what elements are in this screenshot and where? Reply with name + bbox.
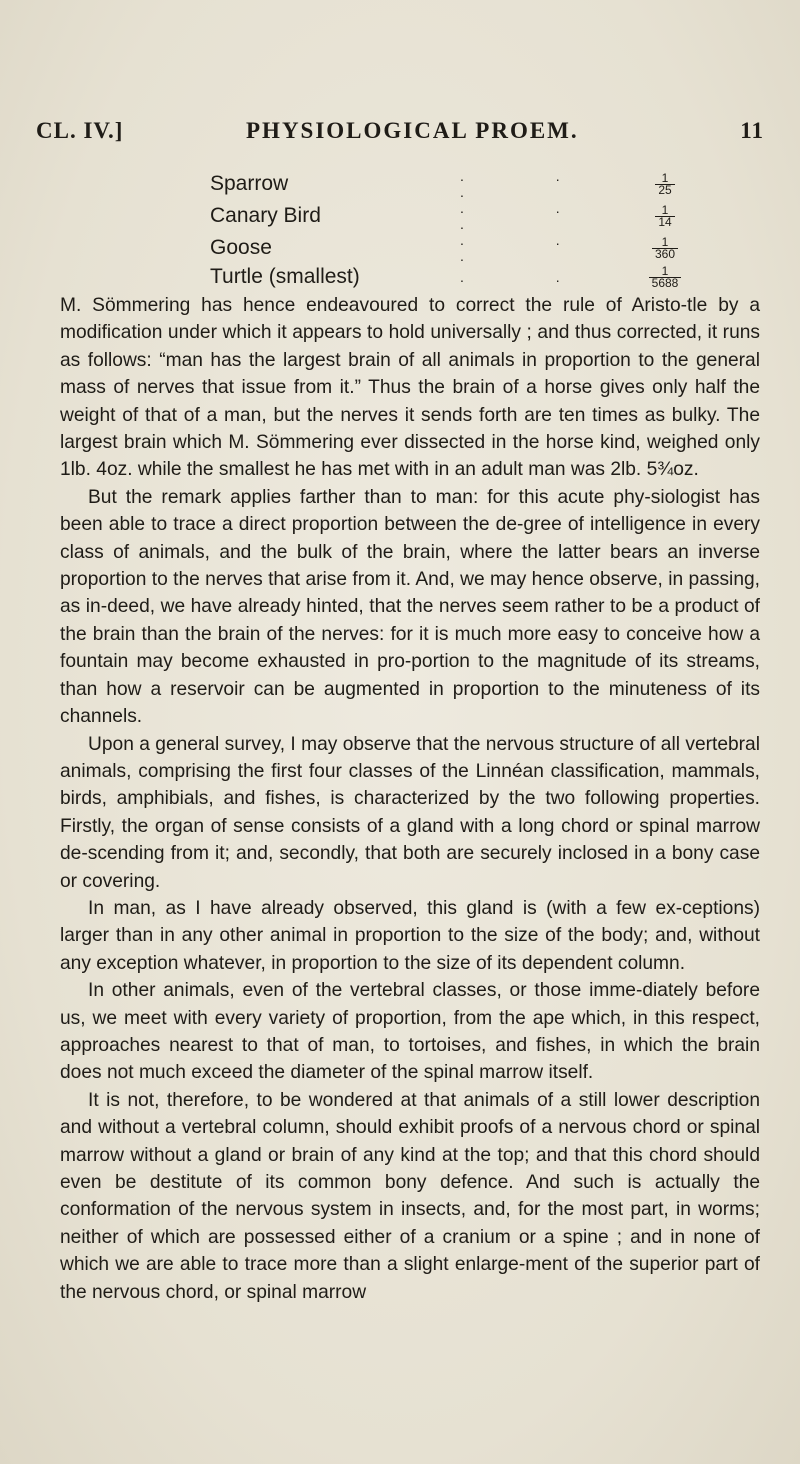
brain-ratio-table xyxy=(210,168,700,290)
paragraph: It is not, therefore, to be wondered at that animals of a still lower description and without a vertebral column, should exhibit proofs of a nervous chord or spinal marrow without a gland or brain of any kind at the top; and that this chord should even be destitute of its common bony defence. And such is actually the conformation of the nervous system in insects, and, for the most part, in worms; neither of which are possessed either of a cranium or a spine ; and in none of which we are able to trace more than a slight enlarge-ment of the superior part of the nervous chord, or spinal marrow xyxy=(60,1089,760,1303)
paragraph: In other animals, even of the vertebral classes, or those imme-diately before us, we meet with every variety of proportion, from the ape which, in this respect, approaches nearest to that of man, to tortoises, and fishes, in which the brain does not much exceed the diameter of the spinal marrow itself. xyxy=(60,980,760,1084)
leader-dots: . . . xyxy=(460,200,604,232)
animal-name: Turtle (smallest) xyxy=(210,265,360,288)
animal-name: Sparrow xyxy=(210,172,289,195)
table-row xyxy=(210,200,700,232)
chapter-reference: CL. IV.] xyxy=(36,118,124,143)
table-row xyxy=(210,232,700,264)
ratio-value: $\frac{1}{14}$ xyxy=(630,200,700,232)
body-text xyxy=(60,292,760,1306)
paragraph: But the remark applies farther than to man: for this acute phy-siologist has been able to trace a direct proportion between the de-gree of intelligence in every class of animals, and the bulk of the brain, where the latter bears an inverse proportion to the nerves that arise from it. And, we may hence observe, in passing, as in-deed, we have already hinted, that the nerves seem rather to be a product of the brain than the brain of the nerves: for it is much more easy to conceive how a fountain may become exhausted in pro-portion to the magnitude of its streams, than how a reservoir can be augmented in proportion to the minuteness of its channels. xyxy=(60,486,760,728)
leader-dots: . . xyxy=(460,269,604,285)
table-row xyxy=(210,168,700,200)
table-row xyxy=(210,264,700,290)
running-title: PHYSIOLOGICAL PROEM. xyxy=(246,118,579,143)
ratio-value: $\frac{1}{5688}$ xyxy=(630,264,700,290)
paragraph: Upon a general survey, I may observe that the nervous structure of all vertebral animals, comprising the first four classes of the Linnéan classification, mammals, birds, amphibials, and fishes, is characterized by the two following properties. Firstly, the organ of sense consists of a gland with a long chord or spinal marrow de-scending from it; and, secondly, that both are securely inclosed in a bony case or covering. xyxy=(60,733,760,892)
animal-name: Goose xyxy=(210,236,272,259)
paragraph: In man, as I have already observed, this gland is (with a few ex-ceptions) larger than in any other animal in proportion to the size of the body; and, without any exception whatever, in proportion to the size of its dependent column. xyxy=(60,897,760,974)
ratio-value: $\frac{1}{25}$ xyxy=(630,168,700,200)
paragraph: M. Sömmering has hence endeavoured to correct the rule of Aristo-tle by a modification under which it appears to hold universally ; and thus corrected, it runs as follows: “man has the largest brain of all animals in proportion to the general mass of nerves that issue from it.” Thus the brain of a horse gives only half the weight of that of a man, but the nerves it sends forth are ten times as bulky. The largest brain which M. Sömmering ever dissected in the horse kind, weighed only 1lb. 4oz. while the smallest he has met with in an adult man was 2lb. 5¾oz. xyxy=(60,295,760,481)
leader-dots: . . . xyxy=(460,232,604,264)
leader-dots: . . . xyxy=(460,168,604,200)
ratio-value: $\frac{1}{360}$ xyxy=(630,232,700,264)
page-number: 11 xyxy=(740,118,764,143)
running-header xyxy=(36,118,764,152)
animal-name: Canary Bird xyxy=(210,204,321,227)
